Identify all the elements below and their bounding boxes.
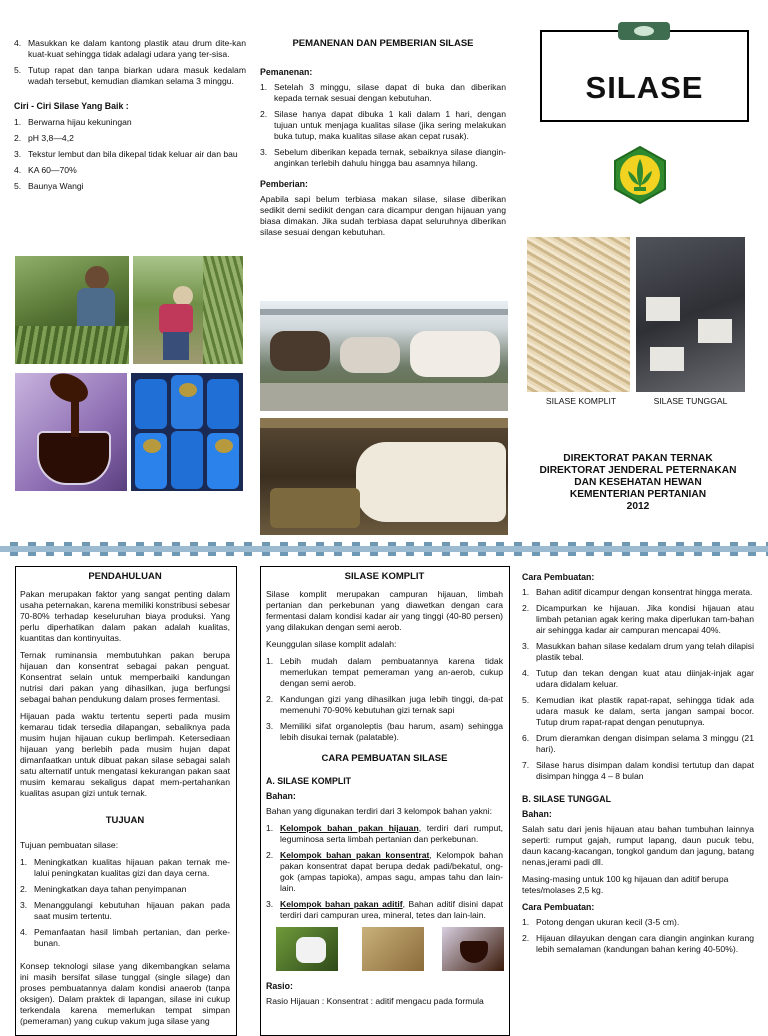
caption-silase-tunggal: SILASE TUNGGAL (653, 396, 728, 406)
list-item: 4. KA 60—70% (14, 165, 77, 175)
bahan-groups-list (266, 823, 503, 921)
ciri-title: Ciri - Ciri Silase Yang Baik : (14, 101, 129, 111)
blue-drums-photo (131, 373, 243, 491)
tujuan-intro: Tujuan pembuatan silase: (20, 840, 119, 850)
list-item: 2. Kandungan gizi yang dihasilkan juga lebih tinggi, da-pat memenuhi 70-90% kebutuhan gizi ternak sapi (266, 694, 503, 715)
bottom-right-column (522, 572, 754, 961)
list-item: 3. Memiliki sifat organoleptis (bau harum, asam) sehingga lebih disukai ternak (palatable). (266, 721, 503, 742)
list-item: 5. Tutup rapat dan tanpa biarkan udara masuk kedalam wadah tersebut, kemudian diamkan selama 3 minggu. (14, 65, 246, 86)
tujuan-list (20, 857, 230, 949)
top-left-column (14, 38, 246, 198)
farmer-cutting-grass-photo (15, 256, 129, 364)
bahan-text: Salah satu dari jenis hijauan atau bahan tumbuhan lainnya seperti: rumput gajah, rumput lapang, daun pucuk tebu, daun kacang-kacangan, tongkol gandum dan jagung, batang nenas,jerami padi dll. (522, 824, 754, 867)
cara-pembuatan-list (522, 917, 754, 955)
ciri-list (14, 117, 246, 192)
list-item: 4. Masukkan ke dalam kantong plastik atau drum dite-kan kuat-kuat sehingga tidak adalagi udara yang ter-sisa. (14, 38, 246, 59)
pemanenan-section-title: PEMANENAN DAN PEMBERIAN SILASE (292, 38, 474, 49)
molasses-photo (442, 927, 504, 971)
list-item: 1. Potong dengan ukuran kecil (3-5 cm). (522, 917, 680, 927)
bahan-label: Bahan: (522, 809, 552, 819)
group-name: Kelompok bahan pakan aditif (280, 899, 403, 909)
group-name: Kelompok bahan pakan hijauan (280, 823, 419, 833)
list-item: 2. Meningkatkan daya tahan penyimpanan (20, 884, 187, 894)
list-item: 4. Pemanfaatan hasil limbah pertanian, dan perke-bunan. (20, 927, 230, 948)
list-item: 3. Menanggulangi kebutuhan hijauan pakan pada saat musim tertentu. (20, 900, 230, 921)
tujuan-title: TUJUAN (105, 815, 145, 826)
list-item: 3. Kelompok bahan pakan aditif, Bahan aditif disini dapat terdiri dari campuran urea, mineral, tetes dan lain-lain. (266, 899, 503, 920)
bahan-text: Masing-masing untuk 100 kg hijauan dan aditif berupa tetes/molases 2,5 kg. (522, 874, 729, 895)
silase-komplit-panel (260, 566, 510, 1036)
list-item: 1. Berwarna hijau kekuningan (14, 117, 132, 127)
pendahuluan-paragraph: Hijauan pada waktu tertentu seperti pada musim kemarau tidak tersedia dilapangan, sebaliknya pada musim hujan hijauan cukup berlimpah. Ketersediaan hijauan yang berlebih pada musim hujan dapat dimanfaatkan untuk dibuat pakan silase sebagai salah satu alternatif untuk mengatasi kekurangan pakan saat musim kemarau sekaligus dapat mem-pertahankan kualitas asupan gizi untuk ternak. (20, 711, 230, 798)
pendahuluan-title: PENDAHULUAN (88, 571, 162, 582)
cover-title: SILASE (585, 70, 704, 105)
list-item: 1. Bahan aditif dicampur dengan konsentrat hingga merata. (522, 587, 753, 597)
cattle-eating-silage-photo (260, 418, 508, 535)
list-item: 1. Kelompok bahan pakan hijauan, terdiri dari rumput, leguminosa serta limbah pertanian dan perkebunan. (266, 823, 503, 844)
list-item: 3. Tekstur lembut dan bila dikepal tidak keluar air dan bau (14, 149, 238, 159)
section-a-title: A. SILASE KOMPLIT (266, 776, 352, 786)
pemberian-label: Pemberian: (260, 179, 308, 189)
group-name: Kelompok bahan pakan konsentrat (280, 850, 430, 860)
organization-block (522, 453, 754, 513)
section-b-title: B. SILASE TUNGGAL (522, 794, 611, 804)
list-item: 2. Silase hanya dapat dibuka 1 kali dalam 1 hari, dengan tujuan untuk menjaga kualitas silase (jika sering melakukan buka tutup, maka kualitas silase akan cepat rusak). (260, 109, 506, 141)
org-line: DIREKTORAT PAKAN TERNAK (563, 453, 713, 464)
bahan-label: Bahan: (266, 791, 296, 801)
list-item: 5. Kemudian ikat plastik rapat-rapat, sehingga tidak ada udara masuk ke dalam, serta jangan sampai bocor. Tutup drum rapat-rapat dengan penutupnya. (522, 695, 754, 727)
pemanenan-label: Pemanenan: (260, 67, 313, 77)
silase-komplit-photo (527, 237, 630, 392)
cow-grass-photo (276, 927, 338, 971)
bahan-intro: Bahan yang digunakan terdiri dari 3 kelompok bahan yakni: (266, 806, 492, 816)
list-item: 1. Setelah 3 minggu, silase dapat di buka dan diberikan kepada ternak sesuai dengan kebutuhan. (260, 82, 506, 103)
list-item: 3. Masukkan bahan silase kedalam drum yang telah dilapisi plastik tebal. (522, 641, 754, 662)
org-line: DAN KESEHATAN HEWAN (574, 477, 702, 488)
list-item: 2. Dicampurkan ke hijauan. Jika kondisi hijauan atau limbah petanian agak kering maka diperlukan tam-bahan air sehingga kadar air campuran mencapai 40%. (522, 603, 754, 635)
cover-header-panel (540, 30, 749, 122)
list-item: 3. Sebelum diberikan kepada ternak, sebaiknya silase diangin-anginkan terlebih dahulu hingga bau asamnya hilang. (260, 147, 506, 168)
ornament-leaf-icon (634, 26, 654, 36)
list-item: 5. Baunya Wangi (14, 181, 84, 191)
keunggulan-list (266, 656, 503, 743)
list-item: 2. Hijauan dilayukan dengan cara diangin anginkan kurang lebih semalaman (kandungan bahan kering 40-50%). (522, 933, 754, 954)
rasio-text: Rasio Hijauan : Konsentrat : aditif mengacu pada formula (266, 996, 484, 1006)
komplit-paragraph: Silase komplit merupakan campuran hijauan, limbah pertanian dan perkebunan yang diawetkan dengan cara fermentasi dalam kondisi kadar air yang tinggi (40-80 persen) yang dilakukan dengan semi aerob. (266, 589, 503, 632)
pendahuluan-panel (15, 566, 237, 1036)
cara-pembuatan-label: Cara Pembuatan: (522, 902, 595, 912)
cattle-feeding-barn-photo (260, 301, 508, 411)
silase-komplit-title: SILASE KOMPLIT (344, 571, 425, 582)
org-line: DIREKTORAT JENDERAL PETERNAKAN (539, 465, 737, 476)
tujuan-closing: Konsep teknologi silase yang dikembangkan selama ini masih bersifat silase tunggal (single silage) dan proses pembuatannya dalam kondisi anaerob (tanpa oksigen). Dalam praktek di lapangan, silase ini cukup terkendala karena memerlukan tempat simpan (pemeraman) yang cukup vakum juga silase yang (20, 961, 230, 1026)
list-item: 1. Meningkatkan kualitas hijauan pakan ternak me-lalui peningkatan kualitas gizi dan daya cerna. (20, 857, 230, 878)
list-item: 1. Lebih mudah dalam pembuatannya karena tidak memerlukan tempat pemeraman yang an-aerob, cukup dengan semi aerob. (266, 656, 503, 688)
list-item: 2. pH 3,8—4,2 (14, 133, 74, 143)
pemberian-text: Apabila sapi belum terbiasa makan silase, silase diberikan sedikit demi sedikit dengan cara dicampur dengan hijauan yang biasa dimakan. Jika sudah terbiasa dapat seluruhnya diberikan silase sesuai dengan kebutuhan. (260, 194, 506, 237)
rasio-label: Rasio: (266, 981, 293, 991)
komplit-paragraph: Keunggulan silase komplit adalah: (266, 639, 397, 649)
pemanenan-list (260, 82, 506, 169)
cara-pembuatan-label: Cara Pembuatan: (522, 572, 595, 582)
kementan-logo-icon (610, 145, 670, 205)
pendahuluan-paragraph: Ternak ruminansia membutuhkan pakan berupa hijauan dan konsentrat sebagai pakan penguat. Konsentrat selain untuk memperbaiki kandungan nutrisi dari pakan yang dihasilkan, juga berfungsi sebagai bahan pendukung dalam proses fermentasi. (20, 650, 230, 704)
list-item: 4. Tutup dan tekan dengan kuat atau diinjak-injak agar udara didalam keluar. (522, 668, 754, 689)
divider-band (0, 546, 768, 552)
list-item: 6. Drum dieramkan dengan disimpan selama 3 minggu (21 hari). (522, 733, 754, 754)
silase-tunggal-photo (636, 237, 745, 392)
cara-pembuatan-list (522, 587, 754, 782)
org-year: 2012 (626, 501, 650, 512)
bahan-photos-row (266, 927, 503, 975)
farmer-field-photo (133, 256, 243, 364)
caption-silase-komplit: SILASE KOMPLIT (545, 396, 617, 406)
bran-photo (362, 927, 424, 971)
list-item: 2. Kelompok bahan pakan konsentrat, Kelompok bahan pakan konsentrat dapat berupa dedak padi/bekatul, ong-gok (ampas tapioka), ampas sagu, ampas tahu dan lain-lain. (266, 850, 503, 893)
cara-pembuatan-title: CARA PEMBUATAN SILASE (321, 753, 448, 764)
pendahuluan-paragraph: Pakan merupakan faktor yang sangat penting dalam usaha peternakan, karena memiliki konstribusi sebesar 70-80% terhadap keseluruhan biaya produksi. Yang perlu diperhatikan dalam pakan adalah kualitas, kuantitas dan kontinyuitas. (20, 589, 230, 643)
molasses-spoon-photo (15, 373, 127, 491)
list-item: 7. Silase harus disimpan dalam kondisi tertutup dan dapat disimpan hingga 4 – 8 bulan (522, 760, 754, 781)
top-middle-column (260, 38, 506, 244)
org-line: KEMENTERIAN PERTANIAN (569, 489, 707, 500)
step-list (14, 38, 246, 87)
